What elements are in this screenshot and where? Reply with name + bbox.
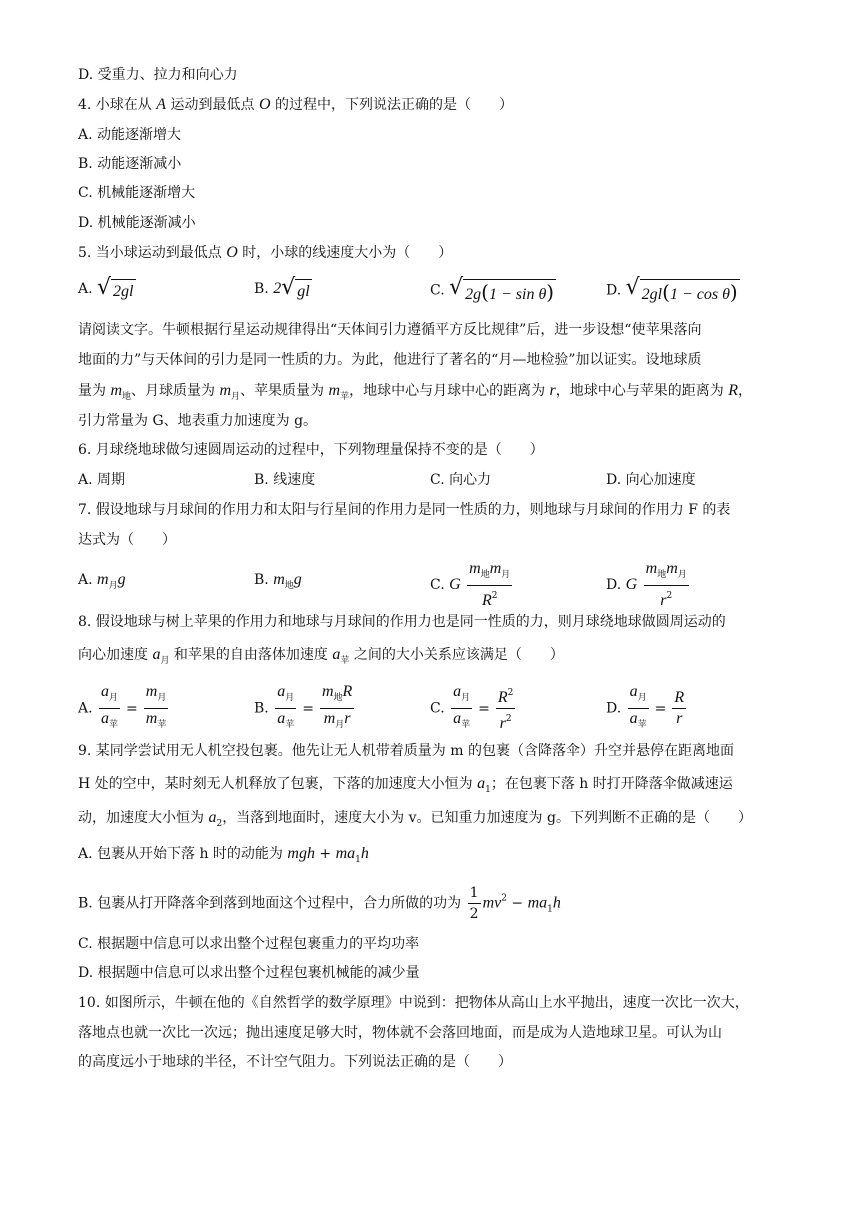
q8-stem-part: 和苹果的自由落体加速度 — [169, 647, 333, 663]
coefficient: 2 — [273, 280, 282, 297]
exponent: 2 — [507, 688, 514, 698]
q7-option-c — [430, 560, 514, 610]
fraction — [144, 683, 169, 734]
q8-stem-line-2 — [78, 645, 564, 671]
subscript-moon: 月 — [461, 693, 471, 703]
q6-option-b: B. 线速度 — [254, 472, 316, 488]
mass-symbol: m — [469, 560, 481, 577]
expression: mgh — [287, 845, 315, 862]
distance-r-symbol: r — [676, 710, 683, 727]
q9-option-text: A. 包裹从开始下落 h 时的动能为 — [78, 846, 288, 862]
radicand: 2gl — [641, 286, 663, 303]
gravity-symbol: g — [293, 571, 302, 588]
sqrt-expression: √ 2gl(1 − cos θ) — [625, 275, 738, 304]
q5-stem-part: 时，小球的线速度大小为（ ） — [237, 245, 453, 261]
mass-symbol: m — [145, 710, 158, 727]
option-label: C. — [430, 700, 445, 717]
acceleration-symbol: a — [629, 683, 638, 700]
expression: ma — [527, 894, 548, 912]
q4-option-a: A. 动能逐渐增大 — [78, 127, 182, 143]
subscript-two: 2 — [216, 819, 223, 829]
sqrt-expression: √ 2g(1 − sin θ) — [449, 275, 555, 304]
subscript-one: 1 — [355, 855, 361, 865]
subscript-moon: 月 — [231, 392, 241, 402]
q7-option-d — [606, 560, 691, 610]
point-o-symbol: O — [226, 244, 238, 261]
expression: ma — [335, 845, 356, 862]
subscript-moon: 月 — [677, 570, 687, 580]
radicand-inner: 1 − sin θ — [488, 286, 547, 303]
acceleration-symbol: a — [277, 683, 286, 700]
q9-stem-line-3 — [78, 808, 752, 834]
option-label: B. — [254, 572, 269, 588]
subscript-moon: 月 — [109, 693, 119, 703]
distance-R-symbol: R — [674, 689, 685, 706]
q7-option-a — [78, 570, 126, 596]
exponent: 2 — [491, 591, 498, 601]
q9-option-a — [78, 844, 369, 870]
subscript-earth: 地 — [333, 693, 343, 703]
option-label: A. — [78, 572, 93, 588]
q9-option-text: B. 包裹从打开降落伞到落到地面这个过程中，合力所做的功为 — [78, 895, 466, 912]
passage-text: ，地球中心与苹果的距离为 — [555, 383, 729, 399]
q5-option-a — [78, 276, 136, 302]
mass-symbol: m — [321, 683, 334, 700]
subscript-earth: 地 — [480, 570, 490, 580]
acceleration-symbol: a — [208, 809, 217, 826]
expression: mv — [482, 894, 502, 912]
equals-sign: = — [478, 700, 490, 717]
subscript-apple: 苹 — [340, 656, 350, 666]
fraction — [99, 683, 120, 734]
q5-option-d — [606, 276, 740, 305]
fraction — [628, 683, 649, 734]
q6-option-a: A. 周期 — [78, 472, 126, 488]
fraction — [468, 884, 481, 923]
subscript-moon: 月 — [637, 693, 647, 703]
passage-line-4: 引力常量为 G、地表重力加速度为 g。 — [78, 413, 318, 429]
passage-line-1: 请阅读文字。牛顿根据行星运动规律得出“天体间引力遵循平方反比规律”后，进一步设想“使苹果落向 — [78, 322, 702, 338]
passage-line-2: 地面的力”与天体间的引力是同一性质的力。为此，他进行了著名的“月—地检验”加以证实。设地球质 — [78, 352, 702, 368]
denominator: 2 — [469, 906, 479, 922]
mass-symbol: m — [145, 683, 158, 700]
subscript-earth: 地 — [657, 570, 667, 580]
q7-stem-line-1: 7. 假设地球与月球间的作用力和太阳与行星间的作用力是同一性质的力，则地球与月球间的作用力 F 的表 — [78, 502, 731, 518]
q9-stem-part: 动，加速度大小恒为 — [78, 810, 209, 826]
q8-option-b — [254, 683, 356, 734]
mass-symbol: m — [323, 710, 336, 727]
q8-option-d — [606, 683, 688, 734]
acceleration-symbol: a — [332, 646, 341, 663]
mass-symbol: m — [273, 571, 285, 588]
fraction — [451, 683, 472, 734]
mass-symbol: m — [110, 382, 123, 399]
gravitational-constant: G — [449, 576, 461, 593]
subscript-moon: 月 — [157, 693, 167, 703]
q5-stem — [78, 243, 452, 263]
subscript-moon: 月 — [285, 693, 295, 703]
distance-R-symbol: R — [497, 689, 508, 706]
q4-stem-part: 4. 小球在从 — [78, 97, 157, 113]
exponent: 2 — [666, 591, 673, 601]
q7-option-b — [254, 570, 302, 596]
height-symbol: h — [360, 845, 369, 862]
subscript-apple: 苹 — [285, 720, 295, 730]
q8-stem-line-1: 8. 假设地球与树上苹果的作用力和地球与月球间的作用力也是同一性质的力，则月球绕地球做圆周运动的 — [78, 614, 726, 630]
mass-symbol: m — [219, 382, 232, 399]
radicand-inner: 1 − cos θ — [669, 286, 730, 303]
equals-sign: = — [302, 700, 314, 717]
q4-option-c: C. 机械能逐渐增大 — [78, 185, 196, 201]
q8-option-c — [430, 683, 517, 734]
point-o-symbol: O — [258, 96, 271, 113]
subscript-moon: 月 — [501, 570, 511, 580]
sqrt-expression: √ 2gl — [97, 275, 134, 300]
mass-symbol: m — [666, 560, 678, 577]
subscript-moon: 月 — [160, 656, 170, 666]
fraction — [275, 683, 296, 734]
passage-line-3 — [78, 381, 752, 407]
mass-symbol: m — [328, 382, 341, 399]
subscript-apple: 苹 — [109, 720, 119, 730]
q6-option-d: D. 向心加速度 — [606, 472, 696, 488]
radicand: 2gl — [111, 279, 135, 302]
q5-option-c — [430, 276, 556, 305]
distance-r-symbol: r — [660, 592, 667, 609]
mass-symbol: m — [489, 560, 502, 577]
subscript-moon: 月 — [335, 720, 345, 730]
q4-stem — [78, 95, 513, 115]
fraction — [496, 684, 516, 733]
q3-option-d: D. 受重力、拉力和向心力 — [78, 67, 238, 83]
subscript-apple: 苹 — [461, 720, 471, 730]
distance-r-symbol: r — [549, 382, 556, 399]
distance-r-symbol: r — [344, 710, 351, 727]
option-label: D. — [606, 577, 622, 593]
acceleration-symbol: a — [152, 646, 161, 663]
q9-stem-line-1: 9. 某同学尝试用无人机空投包裹。他先让无人机带着质量为 m 的包裹（含降落伞）升空并悬停在距离地面 — [78, 743, 734, 759]
option-label: C. — [430, 282, 445, 299]
q9-stem-part: ；在包裹下落 h 时打开降落伞做减速运 — [490, 776, 733, 792]
acceleration-symbol: a — [453, 683, 462, 700]
exponent: 2 — [505, 714, 512, 724]
subscript-apple: 苹 — [157, 720, 167, 730]
option-label: D. — [606, 282, 622, 299]
passage-text: 量为 — [78, 383, 111, 399]
q6-option-c: C. 向心力 — [430, 472, 492, 488]
acceleration-symbol: a — [277, 710, 286, 727]
fraction — [320, 683, 354, 734]
fraction — [672, 689, 686, 728]
numerator: 1 — [468, 884, 481, 904]
q10-stem-line-3: 的高度远小于地球的半径，不计空气阻力。下列说法正确的是（ ） — [78, 1054, 512, 1070]
height-symbol: h — [552, 894, 561, 912]
q9-option-b — [78, 884, 561, 923]
gravity-symbol: g — [117, 571, 126, 588]
q5-stem-part: 5. 当小球运动到最低点 — [78, 245, 227, 261]
distance-R-symbol: R — [728, 382, 739, 399]
exponent: 2 — [501, 893, 507, 904]
subscript-apple: 苹 — [637, 720, 647, 730]
option-label: B. — [254, 700, 269, 717]
radicand: gl — [295, 279, 311, 302]
q8-option-a — [78, 683, 170, 734]
q4-option-d: D. 机械能逐渐减小 — [78, 215, 196, 231]
q8-stem-part: 之间的大小关系应该满足（ ） — [349, 647, 564, 663]
distance-r-symbol: r — [499, 715, 506, 732]
passage-text: ， — [738, 383, 753, 399]
q4-option-b: B. 动能逐渐减小 — [78, 156, 182, 172]
acceleration-symbol: a — [629, 710, 638, 727]
q4-stem-part: 的过程中，下列说法正确的是（ ） — [270, 97, 513, 113]
equals-sign: = — [654, 700, 667, 717]
passage-text: 、苹果质量为 — [240, 383, 329, 399]
passage-text: ，地球中心与月球中心的距离为 — [349, 383, 550, 399]
q4-stem-part: 运动到最低点 — [166, 97, 259, 113]
gravitational-constant: G — [625, 576, 638, 593]
option-label: C. — [430, 577, 445, 593]
q5-option-b — [254, 276, 312, 302]
option-label: A. — [78, 281, 93, 297]
q8-stem-part: 向心加速度 — [78, 647, 153, 663]
subscript-one: 1 — [547, 904, 553, 915]
fraction — [644, 560, 689, 610]
mass-symbol: m — [645, 560, 658, 577]
subscript-apple: 苹 — [340, 392, 350, 402]
equals-sign: = — [126, 700, 138, 717]
point-a-symbol: A — [156, 96, 167, 113]
q9-option-c: C. 根据题中信息可以求出整个过程包裹重力的平均功率 — [78, 936, 420, 952]
plus-sign: + — [314, 846, 336, 862]
option-label: A. — [78, 700, 93, 717]
subscript-earth: 地 — [284, 581, 294, 591]
acceleration-symbol: a — [477, 775, 486, 792]
acceleration-symbol: a — [101, 710, 110, 727]
q10-stem-line-1: 10. 如图所示，牛顿在他的《自然哲学的数学原理》中说到：把物体从高山上水平抛出，速度一次比一次大， — [78, 995, 749, 1011]
option-label: B. — [254, 281, 269, 297]
mass-symbol: m — [97, 571, 109, 588]
q6-stem: 6. 月球绕地球做匀速圆周运动的过程中，下列物理量保持不变的是（ ） — [78, 442, 544, 458]
minus-sign: − — [506, 895, 528, 912]
q9-stem-part: ，当落到地面时，速度大小为 v。已知重力加速度为 g。下列判断不正确的是（ ） — [222, 810, 752, 826]
subscript-one: 1 — [485, 785, 491, 795]
acceleration-symbol: a — [101, 683, 110, 700]
subscript-moon: 月 — [108, 581, 118, 591]
acceleration-symbol: a — [453, 710, 462, 727]
q9-option-d: D. 根据题中信息可以求出整个过程包裹机械能的减少量 — [78, 965, 420, 981]
radicand: 2g — [465, 286, 482, 303]
q9-stem-line-2 — [78, 774, 733, 800]
sqrt-expression: √ gl — [281, 275, 310, 300]
fraction — [467, 560, 512, 610]
distance-R-symbol: R — [342, 683, 353, 700]
q7-stem-line-2: 达式为（ ） — [78, 532, 176, 548]
option-label: D. — [606, 700, 622, 717]
distance-R-symbol: R — [481, 592, 492, 609]
subscript-earth: 地 — [122, 392, 132, 402]
passage-text: 、月球质量为 — [131, 383, 220, 399]
q10-stem-line-2: 落地点也就一次比一次远；抛出速度足够大时，物体就不会落回地面，而是成为人造地球卫星。可认为山 — [78, 1025, 722, 1041]
q9-stem-part: H 处的空中，某时刻无人机释放了包裹，下落的加速度大小恒为 — [78, 776, 478, 792]
